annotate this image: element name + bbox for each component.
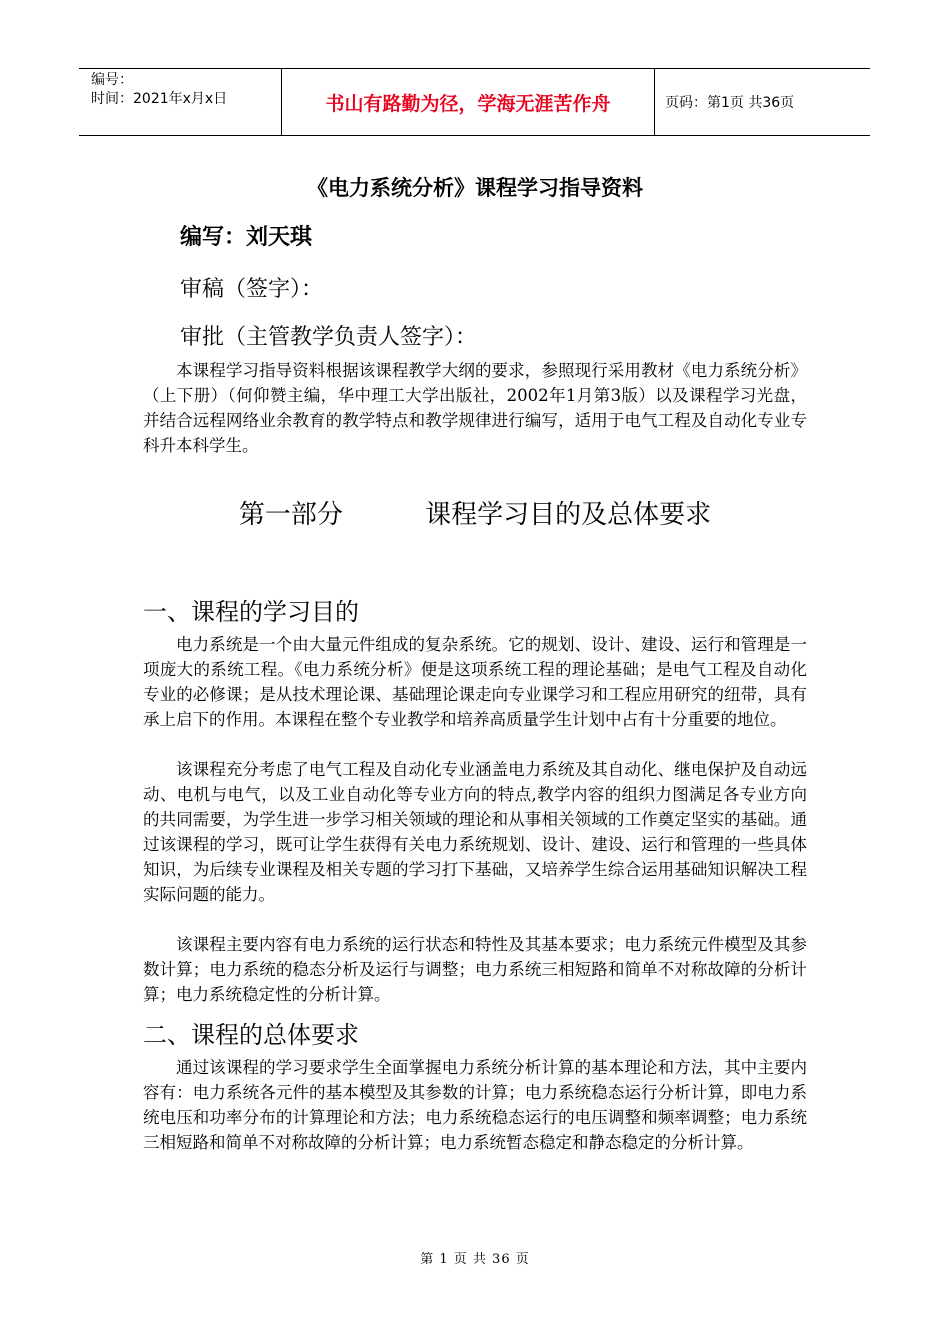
part-one-subject: 课程学习目的及总体要求 (425, 500, 712, 530)
section-heading-requirements: 二、课程的总体要求 (143, 1021, 359, 1049)
page-info: 页码：第1页 共36页 (665, 95, 795, 111)
header-info-cell (79, 69, 282, 135)
purpose-paragraph-3: 该课程主要内容有电力系统的运行状态和特性及其基本要求；电力系统元件模型及其参数计算；电力系统的稳态分析及运行与调整；电力系统三相短路和简单不对称故障的分析计算；电力系统稳定性的分析计算。 (143, 935, 807, 1004)
author-line: 编写：刘天琪 (180, 225, 313, 250)
code-label: 编号： (91, 72, 133, 88)
motto: 书山有路勤为径，学海无涯苦作舟 (282, 69, 655, 135)
review-line: 审稿（签字）： (180, 277, 324, 302)
intro-paragraph: 本课程学习指导资料根据该课程教学大纲的要求，参照现行采用教材《电力系统分析》（上下册）（何仰赞主编，华中理工大学出版社，2002年1月第3版）以及课程学习光盘，并结合远程网络业余教育的教学特点和教学规律进行编写，适用于电气工程及自动化专业专科升本科学生。 (143, 361, 807, 455)
approve-line: 审批（主管教学负责人签字）： (180, 325, 478, 350)
page-footer: 第 1 页 共 36 页 (420, 1252, 530, 1267)
part-one-title (0, 494, 950, 531)
header-table (79, 68, 870, 136)
section-heading-purpose: 一、课程的学习目的 (143, 598, 359, 626)
part-one-label: 第一部分 (238, 500, 343, 530)
time-label: 时间：2021年x月x日 (91, 91, 228, 107)
purpose-paragraph-2: 该课程充分考虑了电气工程及自动化专业涵盖电力系统及其自动化、继电保护及自动远动、电机与电气，以及工业自动化等专业方向的特点,教学内容的组织力图满足各专业方向的共同需要，为学生进一步学习相关领域的理论和从事相关领域的工作奠定坚实的基础。通过该课程的学习，既可让学生获得有关电力系统规划、设计、建设、运行和管理的一些具体知识，为后续专业课程及相关专题的学习打下基础，又培养学生综合运用基础知识解决工程实际问题的能力。 (143, 760, 807, 904)
document-title: 《电力系统分析》课程学习指导资料 (307, 176, 643, 200)
purpose-paragraph-1: 电力系统是一个由大量元件组成的复杂系统。它的规划、设计、建设、运行和管理是一项庞大的系统工程。《电力系统分析》便是这项系统工程的理论基础；是电气工程及自动化专业的必修课；是从技术理论课、基础理论课走向专业课学习和工程应用研究的纽带，具有承上启下的作用。本课程在整个专业教学和培养高质量学生计划中占有十分重要的地位。 (143, 635, 807, 729)
requirements-paragraph: 通过该课程的学习要求学生全面掌握电力系统分析计算的基本理论和方法，其中主要内容有：电力系统各元件的基本模型及其参数的计算；电力系统稳态运行分析计算，即电力系统电压和功率分布的计算理论和方法；电力系统稳态运行的电压调整和频率调整；电力系统三相短路和简单不对称故障的分析计算；电力系统暂态稳定和静态稳定的分析计算。 (143, 1058, 807, 1152)
